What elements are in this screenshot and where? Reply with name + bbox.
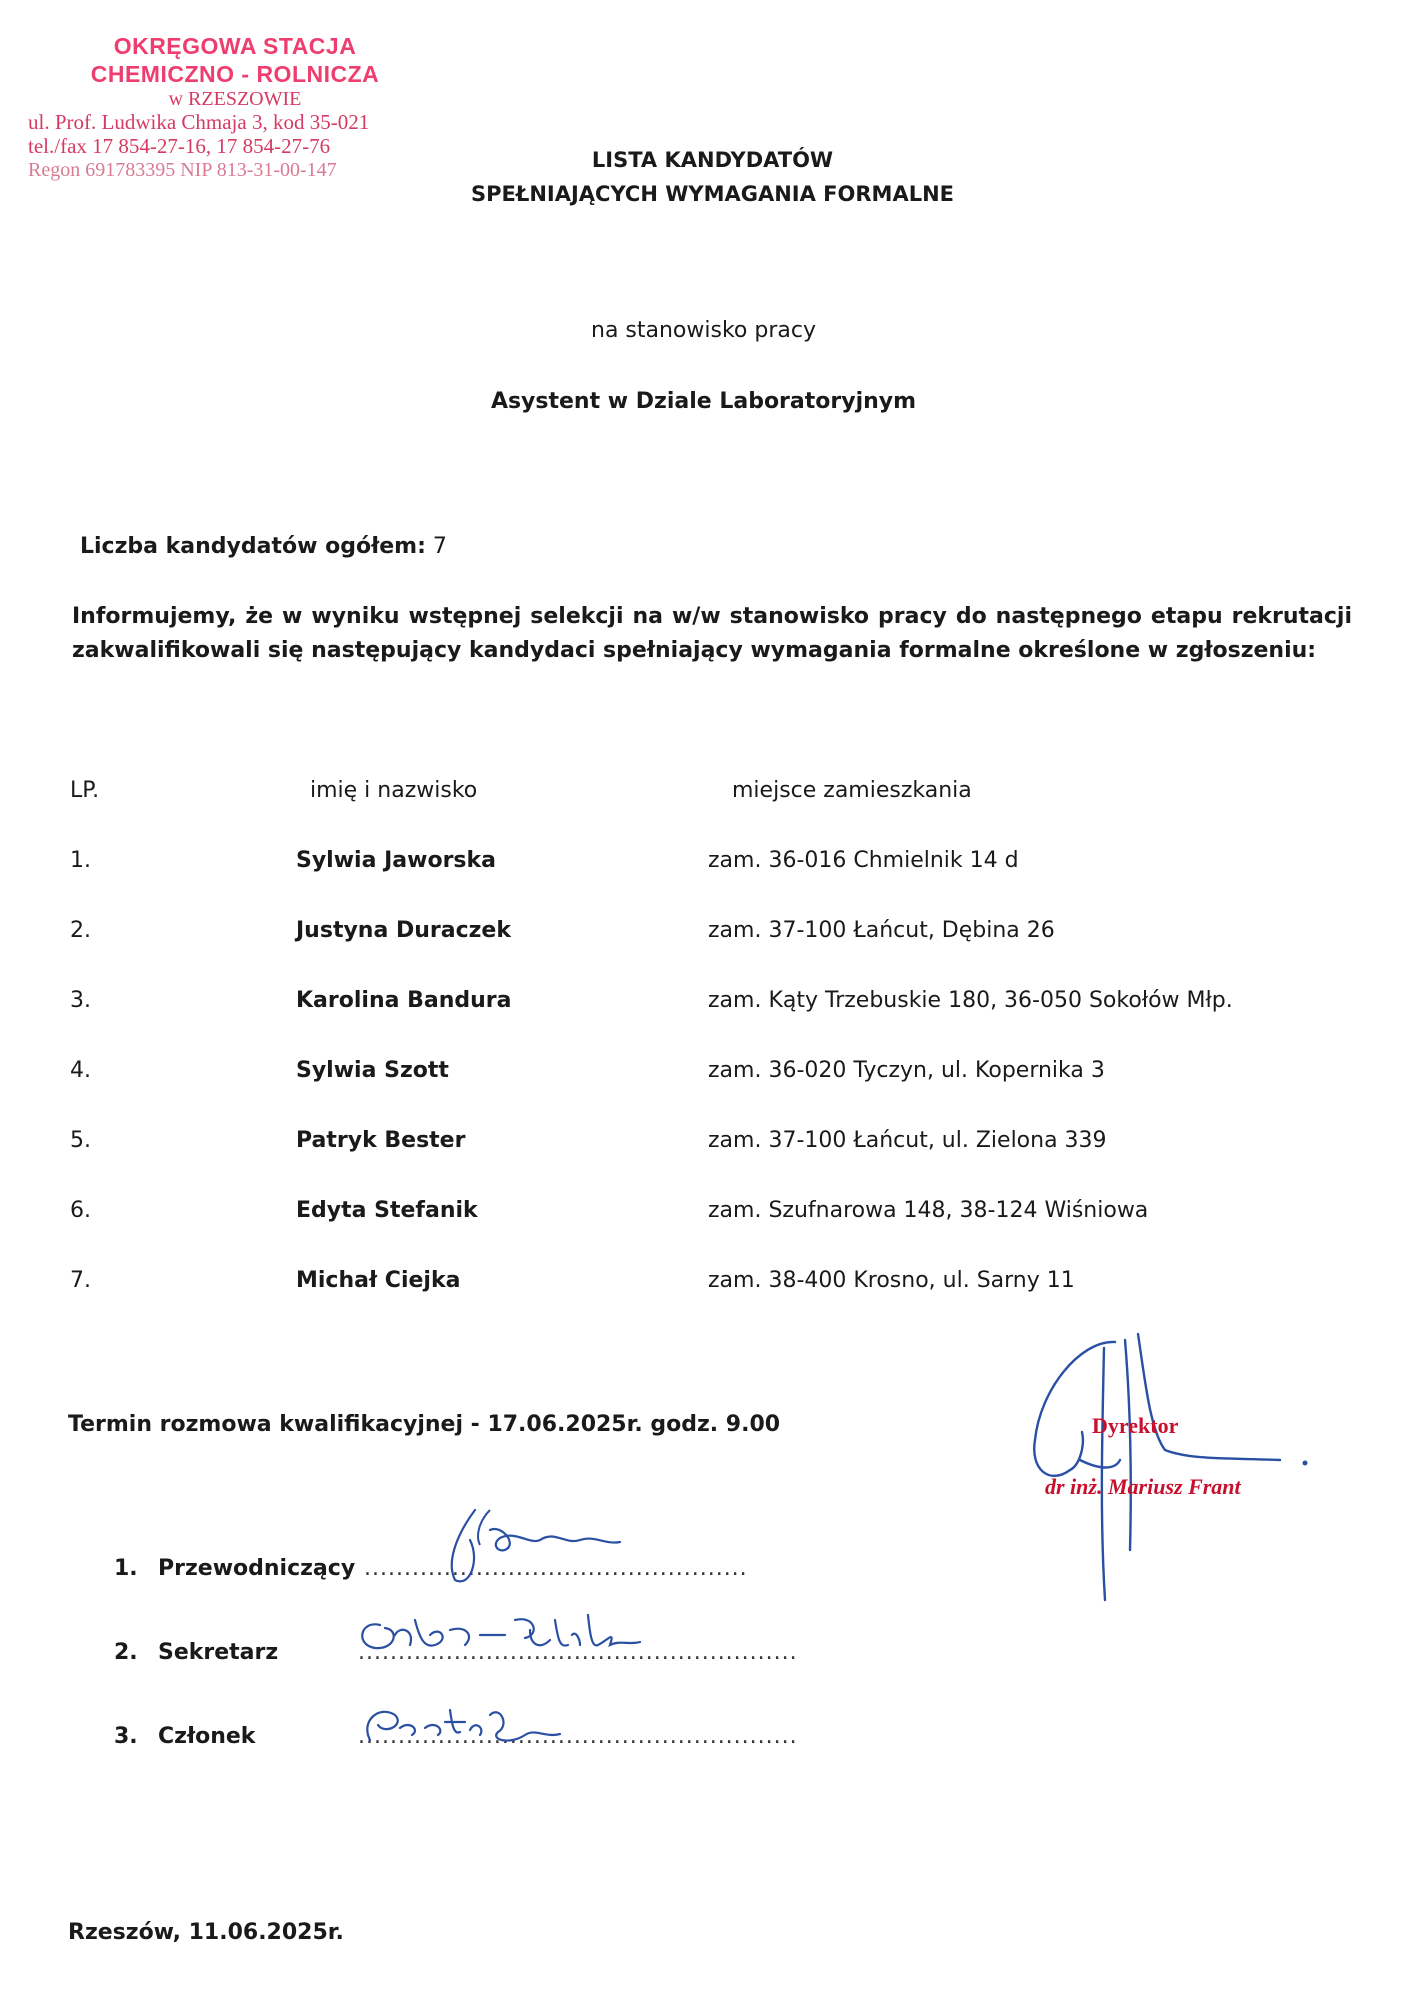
row-lp: 3. xyxy=(70,988,91,1013)
row-lp: 5. xyxy=(70,1128,91,1153)
row-address: zam. 38-400 Krosno, ul. Sarny 11 xyxy=(708,1268,1075,1293)
row-lp: 4. xyxy=(70,1058,91,1083)
signature-line: ....................................................... xyxy=(358,1724,798,1749)
director-name: dr inż. Mariusz Frant xyxy=(1045,1474,1241,1499)
row-lp: 1. xyxy=(70,848,91,873)
position-name: Asystent w Dziale Laboratoryjnym xyxy=(490,389,917,414)
stamp-line-4: ul. Prof. Ludwika Chmaja 3, kod 35-021 xyxy=(28,110,370,134)
row-name: Patryk Bester xyxy=(296,1128,466,1153)
stamp-line-6: Regon 691783395 NIP 813-31-00-147 xyxy=(28,159,337,181)
signature-line: ....................................................... xyxy=(358,1640,798,1665)
chair-signature xyxy=(430,1500,650,1590)
table-header-lp: LP. xyxy=(70,778,100,803)
row-lp: 7. xyxy=(70,1268,91,1293)
row-name: Justyna Duraczek xyxy=(296,918,511,943)
table-header xyxy=(0,778,1407,808)
stamp-line-1: OKRĘGOWA STACJA xyxy=(113,33,357,59)
institution-stamp xyxy=(20,32,450,182)
place-date: Rzeszów, 11.06.2025r. xyxy=(68,1920,344,1945)
table-row xyxy=(0,848,1407,878)
member-signature xyxy=(350,1690,590,1760)
committee-role: Członek xyxy=(158,1724,256,1749)
committee-row-3 xyxy=(0,1724,1407,1764)
position-intro: na stanowisko pracy xyxy=(591,318,816,343)
committee-number: 3. xyxy=(114,1724,138,1749)
table-row xyxy=(0,918,1407,948)
committee-row-2 xyxy=(0,1640,1407,1680)
director-title: Dyrektor xyxy=(1092,1413,1179,1438)
signature-line: ................................................ xyxy=(364,1556,748,1581)
row-lp: 2. xyxy=(70,918,91,943)
row-name: Karolina Bandura xyxy=(296,988,512,1013)
table-row xyxy=(0,1058,1407,1088)
table-row xyxy=(0,988,1407,1018)
committee-role: Przewodniczący xyxy=(158,1556,356,1581)
candidates-total-label: Liczba kandydatów ogółem: xyxy=(80,534,426,559)
committee-role: Sekretarz xyxy=(158,1640,279,1665)
row-address: zam. Kąty Trzebuskie 180, 36-050 Sokołów Młp. xyxy=(708,988,1233,1013)
row-name: Sylwia Jaworska xyxy=(296,848,496,873)
row-name: Edyta Stefanik xyxy=(296,1198,478,1223)
info-paragraph: Informujemy, że w wyniku wstępnej selekcji na w/w stanowisko pracy do następnego etapu rekrutacji zakwalifikowali się następujący kandydaci spełniający wymagania formalne określone w zgłoszeniu: xyxy=(72,604,1352,663)
row-address: zam. 36-016 Chmielnik 14 d xyxy=(708,848,1019,873)
stamp-line-2: CHEMICZNO - ROLNICZA xyxy=(90,61,380,87)
committee-number: 1. xyxy=(114,1556,138,1581)
row-address: zam. Szufnarowa 148, 38-124 Wiśniowa xyxy=(708,1198,1149,1223)
committee-row-1 xyxy=(0,1556,1407,1596)
document-title xyxy=(440,143,985,211)
table-row xyxy=(0,1268,1407,1298)
table-header-address: miejsce zamieszkania xyxy=(732,778,972,803)
row-address: zam. 37-100 Łańcut, Dębina 26 xyxy=(708,918,1055,943)
stamp-line-3: w RZESZOWIE xyxy=(168,88,302,110)
row-address: zam. 37-100 Łańcut, ul. Zielona 339 xyxy=(708,1128,1107,1153)
row-lp: 6. xyxy=(70,1198,91,1223)
row-address: zam. 36-020 Tyczyn, ul. Kopernika 3 xyxy=(708,1058,1105,1083)
row-name: Sylwia Szott xyxy=(296,1058,449,1083)
interview-date: Termin rozmowa kwalifikacyjnej - 17.06.2025r. godz. 9.00 xyxy=(68,1412,781,1437)
row-name: Michał Ciejka xyxy=(296,1268,461,1293)
committee-number: 2. xyxy=(114,1640,138,1665)
document-title-line-1: LISTA KANDYDATÓW xyxy=(591,148,834,172)
document-title-line-2: SPEŁNIAJĄCYCH WYMAGANIA FORMALNE xyxy=(471,182,954,206)
stamp-line-5: tel./fax 17 854-27-16, 17 854-27-76 xyxy=(28,134,331,158)
secretary-signature xyxy=(340,1600,670,1670)
table-row xyxy=(0,1198,1407,1228)
candidates-total xyxy=(80,534,447,559)
candidates-total-value: 7 xyxy=(432,534,447,559)
table-header-name: imię i nazwisko xyxy=(310,778,478,803)
table-row xyxy=(0,1128,1407,1158)
